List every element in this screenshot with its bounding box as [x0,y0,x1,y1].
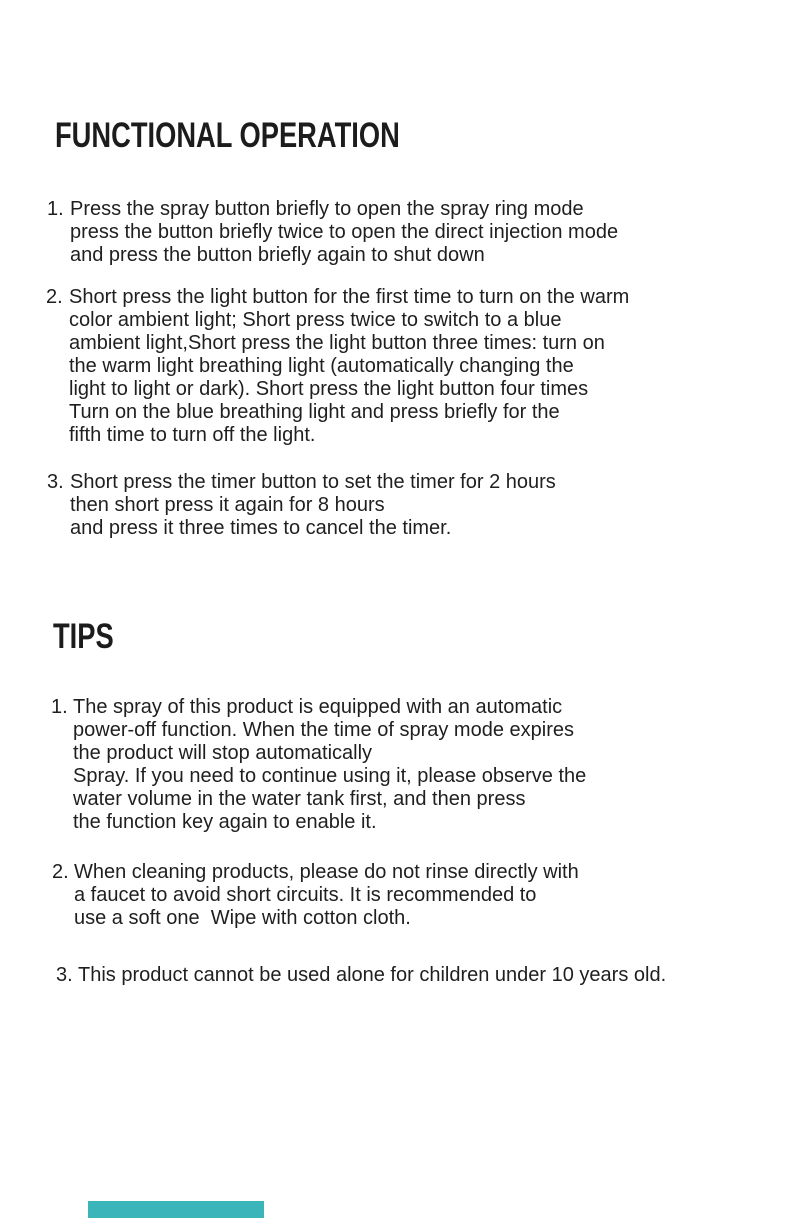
list-item-number: 1. [51,696,68,718]
text-line: Short press the light button for the first time to turn on the warm [69,286,630,308]
text-line: press the button briefly twice to open the direct injection mode [70,221,619,243]
text-line: the function key again to enable it. [73,811,377,833]
section-heading-functional-operation: FUNCTIONAL OPERATION [55,116,400,155]
list-item-number: 1. [47,198,64,220]
list-item [47,471,556,540]
list-item [51,696,586,834]
list-item-text [70,471,556,540]
list-item [47,198,618,267]
list-item-text [74,861,579,930]
list-item [56,964,666,987]
text-line: use a soft one Wipe with cotton cloth. [74,907,411,929]
text-line: Spray. If you need to continue using it, please observe the [73,765,587,787]
text-line: and press the button briefly again to shut down [70,244,485,266]
text-line: Press the spray button briefly to open the spray ring mode [70,198,584,220]
text-line: ambient light,Short press the light button three times: turn on [69,332,605,354]
text-line: Turn on the blue breathing light and press briefly for the [69,401,560,423]
text-line: the warm light breathing light (automatically changing the [69,355,574,377]
list-item [52,861,579,930]
list-item-text [73,696,586,834]
list-item-number: 3. [56,964,73,986]
list-item-text [69,286,629,447]
list-item-number: 3. [47,471,64,493]
text-line: the product will stop automatically [73,742,373,764]
text-line: color ambient light; Short press twice to switch to a blue [69,309,562,331]
text-line: then short press it again for 8 hours [70,494,385,516]
section-heading-tips: TIPS [53,617,114,656]
text-line: and press it three times to cancel the timer. [70,517,452,539]
list-item [46,286,629,447]
text-line: light to light or dark). Short press the light button four times [69,378,589,400]
list-item-number: 2. [52,861,69,883]
text-line: a faucet to avoid short circuits. It is recommended to [74,884,537,906]
text-line: When cleaning products, please do not rinse directly with [74,861,579,883]
text-line: fifth time to turn off the light. [69,424,316,446]
text-line: Short press the timer button to set the timer for 2 hours [70,471,556,493]
text-line: power-off function. When the time of spray mode expires [73,719,574,741]
text-line: This product cannot be used alone for children under 10 years old. [78,964,667,986]
list-item-text [70,198,618,267]
list-item-number: 2. [46,286,63,308]
text-line: water volume in the water tank first, and then press [73,788,526,810]
footer-accent-bar [88,1201,264,1218]
list-item-text [78,964,666,987]
text-line: The spray of this product is equipped with an automatic [73,696,563,718]
